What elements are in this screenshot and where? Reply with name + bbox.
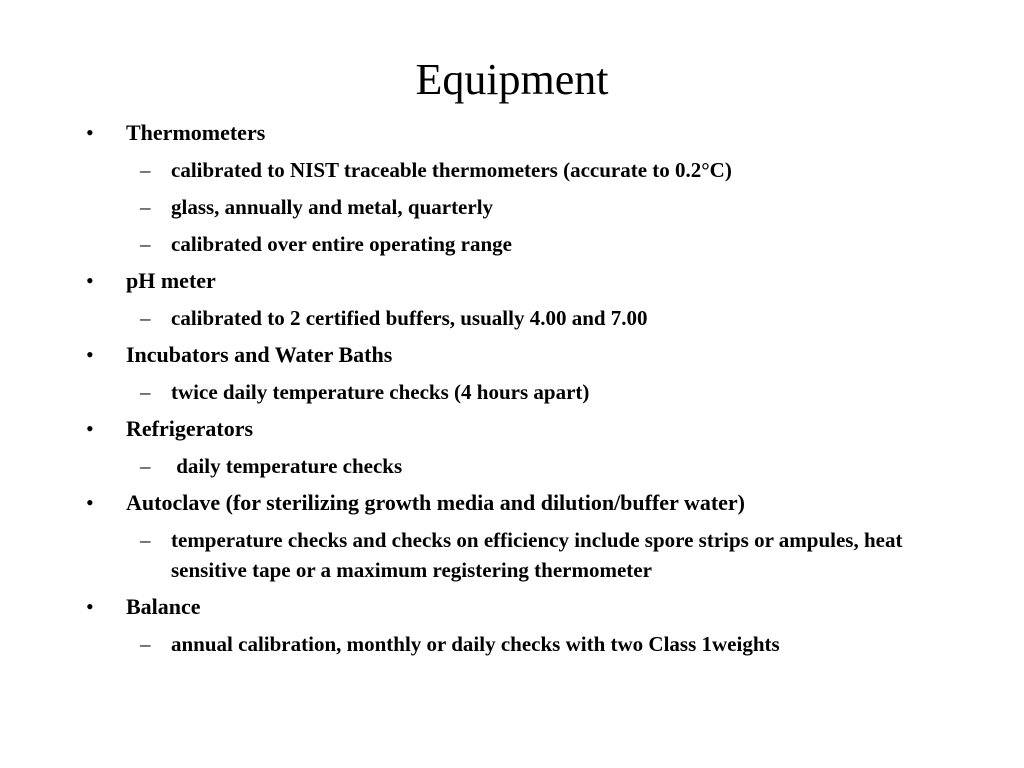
dash-marker: – — [140, 158, 151, 182]
sub-bullet-text: calibrated to 2 certified buffers, usually 4.00 and 7.00 — [171, 306, 648, 330]
sub-bullet-text: twice daily temperature checks (4 hours apart) — [171, 380, 590, 404]
bullet-label: Incubators and Water Baths — [126, 342, 393, 367]
sub-bullet-item — [0, 155, 1024, 185]
dash-marker: – — [140, 306, 151, 330]
dash-marker: – — [140, 454, 151, 478]
sub-bullet-item — [0, 629, 1024, 659]
sub-bullet-text: calibrated over entire operating range — [171, 232, 512, 256]
dash-marker: – — [140, 232, 151, 256]
bullet-label: Thermometers — [126, 120, 266, 145]
sub-bullet-text: daily temperature checks — [171, 454, 403, 478]
bullet-item-incubators — [0, 340, 1024, 370]
dash-marker: – — [140, 195, 151, 219]
sub-bullet-item — [0, 451, 1024, 481]
bullet-marker: • — [86, 594, 94, 619]
sub-bullet-item — [0, 525, 931, 585]
bullet-item-refrigerators — [0, 414, 1024, 444]
dash-marker: – — [140, 528, 151, 552]
bullet-marker: • — [86, 416, 94, 441]
dash-marker: – — [140, 632, 151, 656]
sub-bullet-item — [0, 229, 1024, 259]
bullet-marker: • — [86, 120, 94, 145]
bullet-marker: • — [86, 342, 94, 367]
sub-bullet-item — [0, 303, 1024, 333]
bullet-label: Autoclave (for sterilizing growth media and dilution/buffer water) — [126, 490, 746, 515]
sub-bullet-text: calibrated to NIST traceable thermometers (accurate to 0.2°C) — [171, 158, 732, 182]
bullet-label: Balance — [126, 594, 201, 619]
sub-bullet-item — [0, 377, 1024, 407]
bullet-item-thermometers — [0, 118, 1024, 148]
sub-bullet-text: glass, annually and metal, quarterly — [171, 195, 494, 219]
bullet-label: Refrigerators — [126, 416, 254, 441]
sub-bullet-text: annual calibration, monthly or daily checks with two Class 1weights — [171, 632, 780, 656]
bullet-list — [0, 118, 1024, 666]
bullet-marker: • — [86, 268, 94, 293]
bullet-item-balance — [0, 592, 1024, 622]
dash-marker: – — [140, 380, 151, 404]
sub-bullet-item — [0, 192, 1024, 222]
slide-title: Equipment — [415, 55, 609, 104]
bullet-marker: • — [86, 490, 94, 515]
sub-bullet-text: temperature checks and checks on efficiency include spore strips or ampules, heat sensitive tape or a maximum registering thermometer — [171, 528, 903, 582]
bullet-label: pH meter — [126, 268, 216, 293]
bullet-item-autoclave — [0, 488, 1024, 518]
bullet-item-ph-meter — [0, 266, 1024, 296]
